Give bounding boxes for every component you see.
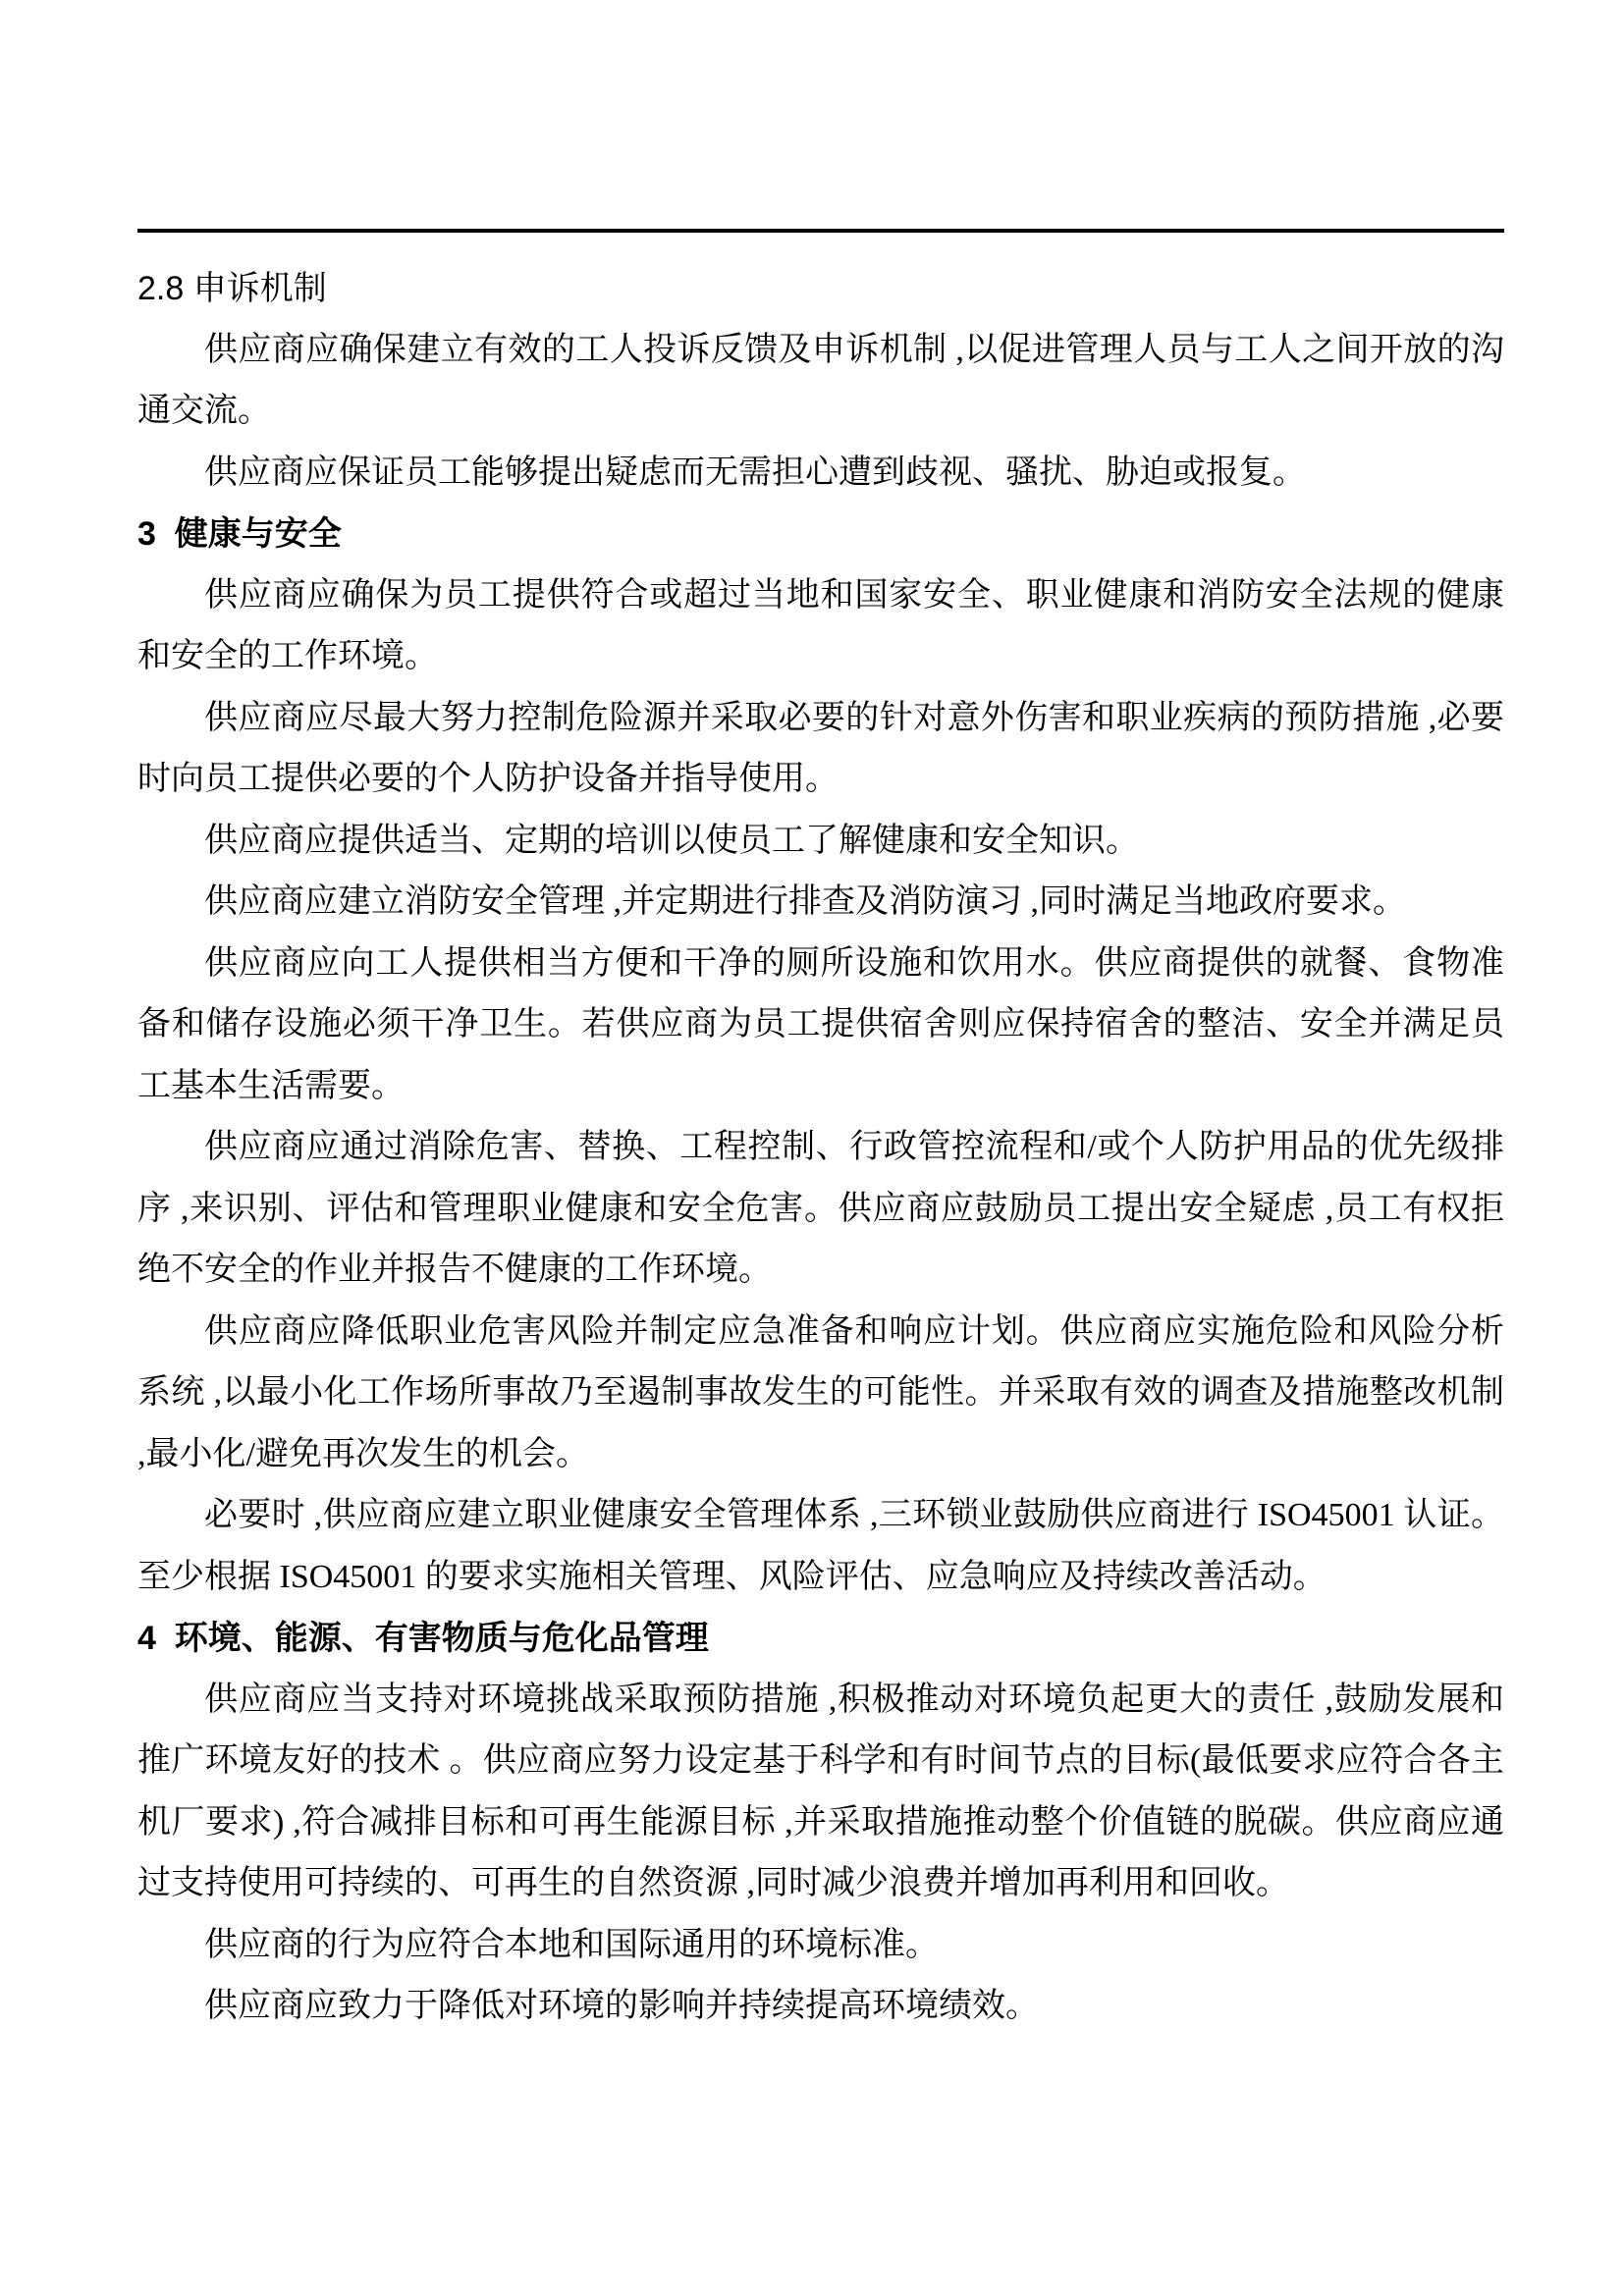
paragraph: 供应商应向工人提供相当方便和干净的厕所设施和饮用水。供应商提供的就餐、食物准备和储存设施必须干净卫生。若供应商为员工提供宿舍则应保持宿舍的整洁、安全并满足员工基本生活需要。 [137, 944, 1504, 1104]
paragraph: 必要时 ,供应商应建立职业健康安全管理体系 ,三环锁业鼓励供应商进行 ISO45001 认证。至少根据 ISO45001 的要求实施相关管理、风险评估、应急响应及持续改善活动。 [137, 1497, 1504, 1595]
paragraph: 供应商应确保为员工提供符合或超过当地和国家安全、职业健康和消防安全法规的健康和安全的工作环境。 [137, 576, 1504, 674]
paragraph: 供应商应建立消防安全管理 ,并定期进行排查及消防演习 ,同时满足当地政府要求。 [204, 883, 1406, 920]
paragraph: 供应商应当支持对环境挑战采取预防措施 ,积极推动对环境负起更大的责任 ,鼓励发展和推广环境友好的技术 。供应商应努力设定基于科学和有时间节点的目标(最低要求应符合各主机厂要求) ,符合减排目标和可再生能源目标 ,并采取措施推动整个价值链的脱碳。供应商应通过支持使用可持续的、可再生的自然资源 ,同时减少浪费并增加再利用和回收。 [137, 1681, 1504, 1901]
paragraph: 供应商的行为应符合本地和国际通用的环境标准。 [204, 1926, 939, 1963]
document-content [137, 229, 1513, 2038]
paragraph: 供应商应提供适当、定期的培训以使员工了解健康和安全知识。 [204, 822, 1139, 859]
paragraph: 供应商应致力于降低对环境的影响并持续提高环境绩效。 [204, 1988, 1039, 2024]
paragraph: 供应商应通过消除危害、替换、工程控制、行政管控流程和/或个人防护用品的优先级排序 ,来识别、评估和管理职业健康和安全危害。供应商应鼓励员工提出安全疑虑 ,员工有权拒绝不安全的作业并报告不健康的工作环境。 [137, 1129, 1504, 1288]
paragraph: 供应商应降低职业危害风险并制定应急准备和响应计划。供应商应实施危险和风险分析系统 ,以最小化工作场所事故乃至遏制事故发生的可能性。并采取有效的调查及措施整改机制 ,最小化/避免再次发生的机会。 [137, 1312, 1513, 1472]
section-heading-4: 4 环境、能源、有害物质与危化品管理 [137, 1620, 709, 1657]
paragraph: 供应商应尽最大努力控制危险源并采取必要的针对意外伤害和职业疾病的预防措施 ,必要时向员工提供必要的个人防护设备并指导使用。 [137, 699, 1504, 797]
section-heading-3: 3 健康与安全 [137, 515, 342, 553]
paragraph: 供应商应确保建立有效的工人投诉反馈及申诉机制 ,以促进管理人员与工人之间开放的沟通交流。 [137, 331, 1504, 429]
paragraph: 供应商应保证员工能够提出疑虑而无需担心遭到歧视、骚扰、胁迫或报复。 [204, 454, 1306, 491]
top-divider [137, 229, 1504, 233]
section-heading-2-8: 2.8 申诉机制 [137, 270, 327, 307]
